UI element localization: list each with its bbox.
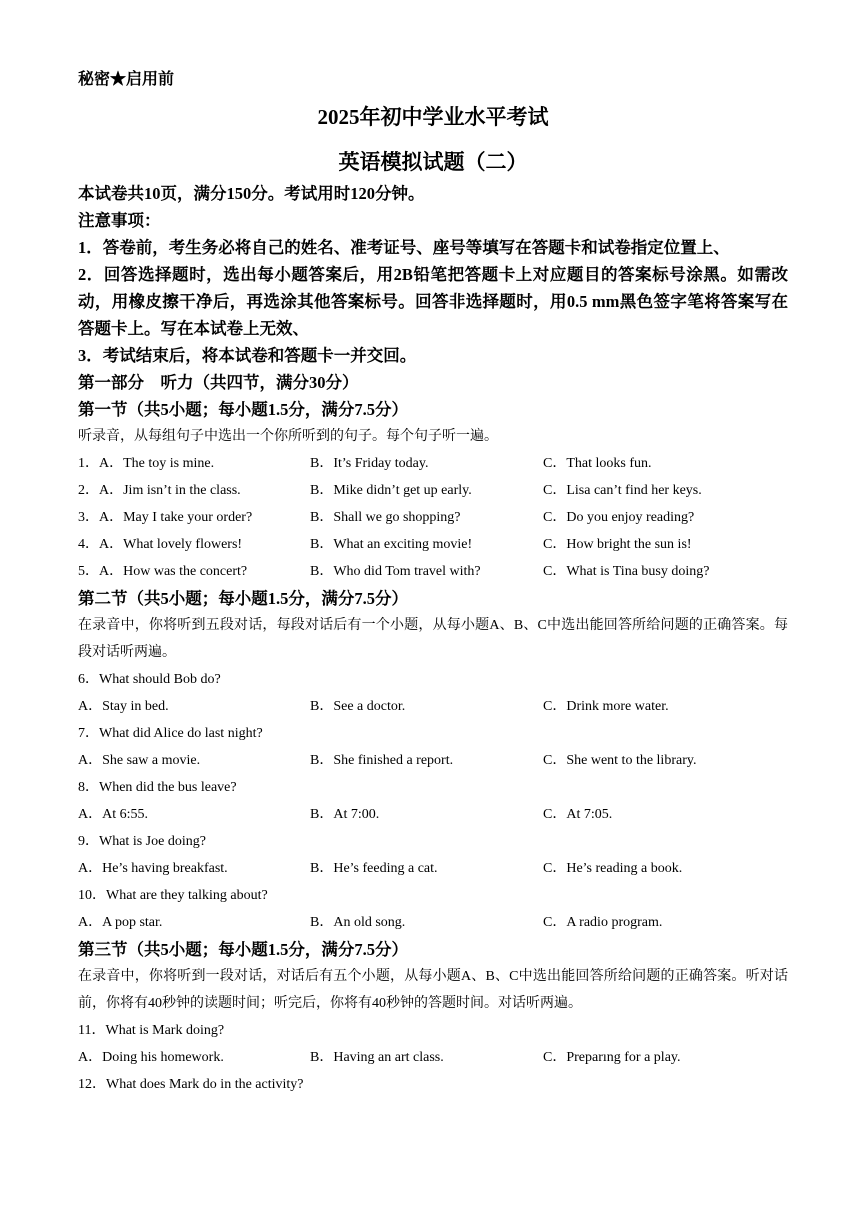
option-c: C．What is Tina busy doing? [543,564,710,579]
question-options [78,909,788,936]
option-a: 5．A．How was the concert? [78,564,248,579]
exam-title: 2025年初中学业水平考试 [317,105,549,129]
option-c: C．How bright the sun is! [543,537,692,552]
option-b: B．What an exciting movie! [310,537,473,552]
section-instruction: 听录音，从每组句子中选出一个你所听到的句子。每个句子听一遍。 [78,429,498,444]
option-c: C．He’s reading a book. [543,861,683,876]
option-c: C．Preparıng for a play. [543,1050,681,1065]
question-stem: 7．What did Alice do last night? [78,726,263,741]
option-b: B．Having an art class. [310,1050,444,1065]
option-b: B．She finished a report. [310,753,454,768]
option-a: A．Stay in bed. [78,699,169,714]
exam-subtitle: 英语模拟试题（二） [338,150,528,174]
option-a: A．At 6:55. [78,807,148,822]
confidential-label: 秘密★启用前 [78,71,175,88]
option-a: A．He’s having breakfast. [78,861,228,876]
notice-item: 1．答卷前，考生务必将自己的姓名、准考证号、座号等填写在答题卡和试卷指定位置上、 [78,238,730,257]
option-c: C．At 7:05. [543,807,613,822]
question-stem: 9．What is Joe doing? [78,834,206,849]
option-b: B．Who did Tom travel with? [310,564,481,579]
question-options [78,747,788,774]
option-a: 1．A．The toy is mine. [78,456,215,471]
option-a: A．Doing his homework. [78,1050,224,1065]
notice-item: 2．回答选择题时，选出每小题答案后，用2B铅笔把答题卡上对应题目的答案标号涂黑。如需改动，用橡皮擦干净后，再选涂其他答案标号。回答非选择题时，用0.5 mm黑色签字笔将答案写在答题卡上。写在本试卷上无效、 [78,265,788,338]
question-row [78,450,788,477]
option-a: A．She saw a movie. [78,753,201,768]
option-b: B．Mike didn’t get up early. [310,483,472,498]
question-options [78,693,788,720]
notice-heading: 注意事项： [78,211,161,230]
exam-page [78,66,788,1098]
question-options [78,801,788,828]
option-a: 4．A．What lovely flowers! [78,537,243,552]
question-row [78,558,788,585]
question-row [78,504,788,531]
question-options [78,1044,788,1071]
notice-item: 3．考试结束后，将本试卷和答题卡一并交回。 [78,346,417,365]
section-instruction: 在录音中，你将听到五段对话，每段对话后有一个小题，从每小题A、B、C中选出能回答所给问题的正确答案。每段对话听两遍。 [78,618,788,660]
option-b: B．Shall we go shopping? [310,510,461,525]
section-heading: 第二节（共5小题；每小题1.5分，满分7.5分） [78,589,408,608]
option-c: C．Lisa can’t find her keys. [543,483,702,498]
option-b: B．At 7:00. [310,807,380,822]
option-b: B．See a doctor. [310,699,406,714]
question-options [78,855,788,882]
question-stem: 10．What are they talking about? [78,888,268,903]
option-b: B．An old song. [310,915,406,930]
option-c: C．Do you enjoy reading? [543,510,695,525]
section-heading: 第一节（共5小题；每小题1.5分，满分7.5分） [78,400,408,419]
option-c: C．Drink more water. [543,699,669,714]
question-stem: 6．What should Bob do? [78,672,221,687]
part-heading: 第一部分 听力（共四节，满分30分） [78,373,359,392]
option-a: A．A pop star. [78,915,163,930]
option-b: B．He’s feeding a cat. [310,861,438,876]
option-c: C．A radio program. [543,915,663,930]
question-stem: 8．When did the bus leave? [78,780,237,795]
exam-info: 本试卷共10页，满分150分。考试用时120分钟。 [78,184,425,203]
section-heading: 第三节（共5小题；每小题1.5分，满分7.5分） [78,940,408,959]
question-stem: 11．What is Mark doing? [78,1023,225,1038]
option-a: 3．A．May I take your order? [78,510,253,525]
option-c: C．That looks fun. [543,456,652,471]
question-row [78,531,788,558]
question-row [78,477,788,504]
option-a: 2．A．Jim isn’t in the class. [78,483,241,498]
option-b: B．It’s Friday today. [310,456,429,471]
question-stem: 12．What does Mark do in the activity? [78,1077,304,1092]
section-instruction: 在录音中，你将听到一段对话，对话后有五个小题，从每小题A、B、C中选出能回答所给问题的正确答案。听对话前，你将有40秒钟的读题时间；听完后，你将有40秒钟的答题时间。对话听两遍。 [78,969,788,1011]
option-c: C．She went to the library. [543,753,697,768]
